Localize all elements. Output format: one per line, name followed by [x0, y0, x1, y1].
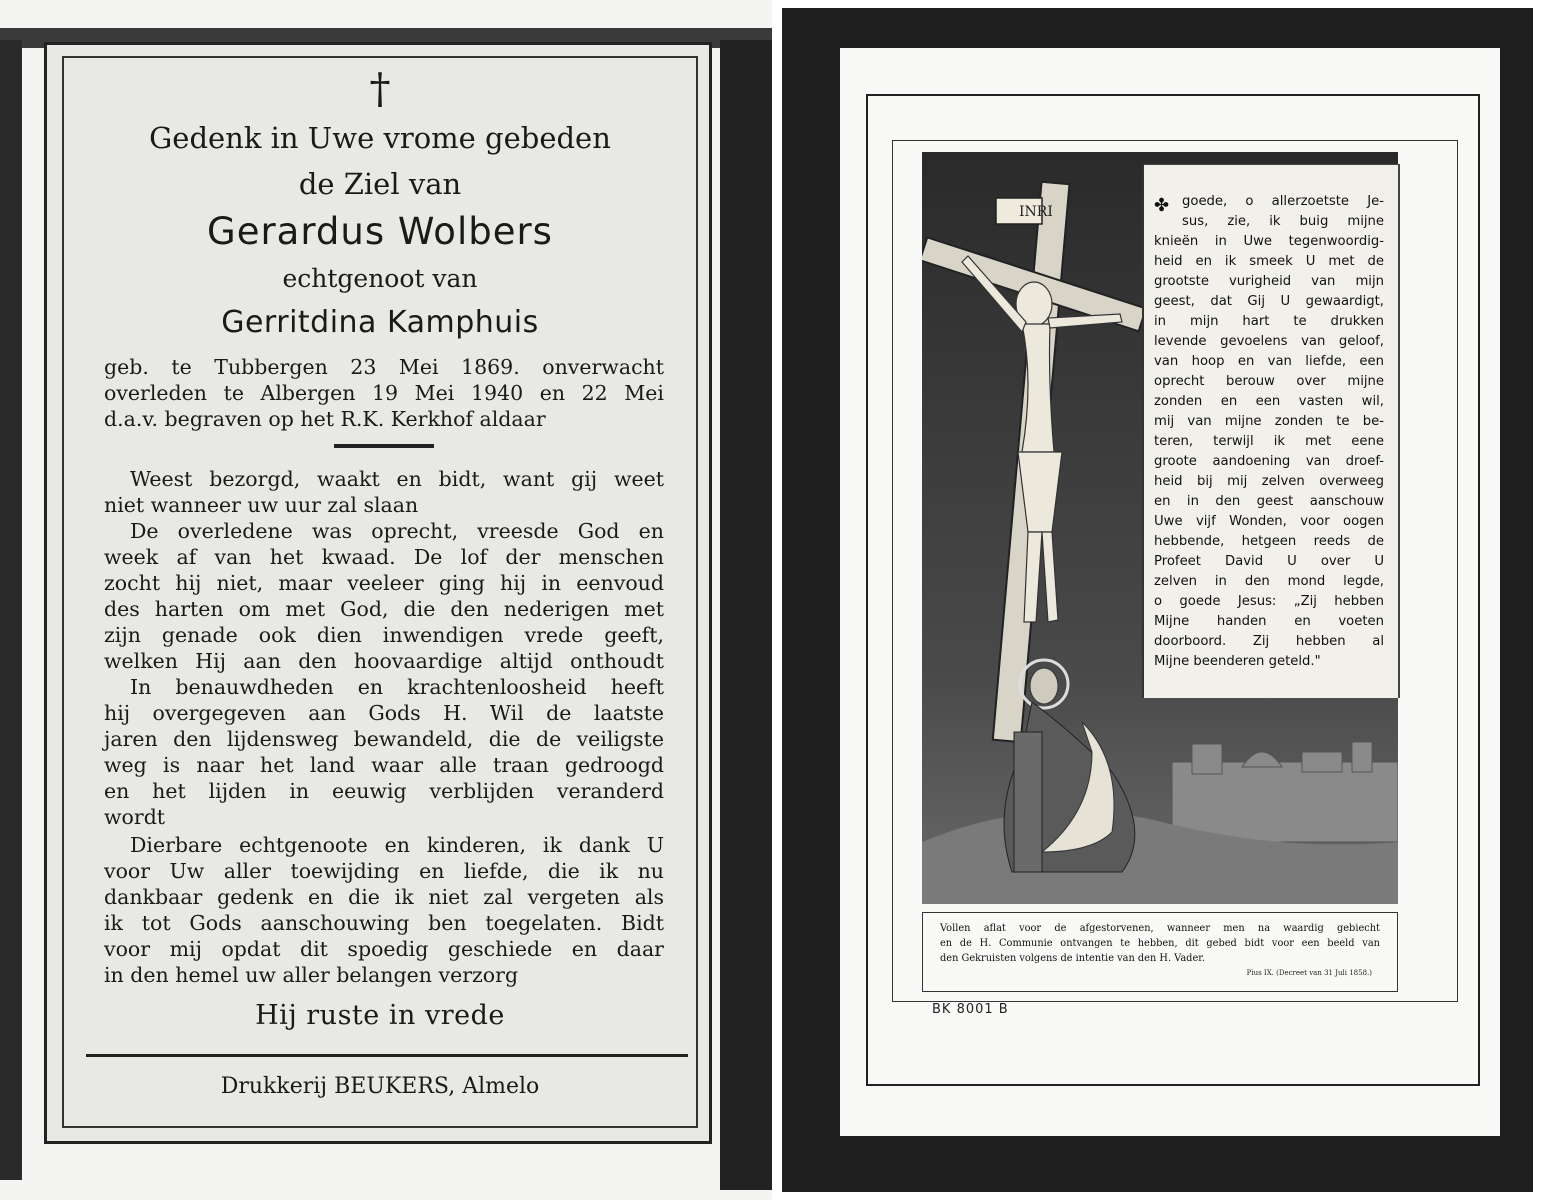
- indulgence-line: en de H. Communie ontvangen te hebben, dit gebed bidt voor een beeld van: [940, 938, 1380, 949]
- text-line: zijn genade ook dien inwendigen vrede geeft,: [104, 623, 664, 647]
- text-line: dankbaar gedenk en die ik niet zal vergeten als: [104, 885, 664, 909]
- text-line: en het lijden in eeuwig verblijden veranderd: [104, 779, 664, 803]
- prayer-line: mij van mijne zonden te be-: [1154, 414, 1384, 429]
- prayer-line: Uwe vijf Wonden, voor oogen: [1154, 514, 1384, 529]
- text-line: ik tot Gods aanschouwing ben toegelaten. Bidt: [104, 911, 664, 935]
- scan-shadow-right: [720, 40, 772, 1190]
- cross-icon: †: [369, 64, 391, 113]
- prayer-line: geest, dat Gij U gewaardigt,: [1154, 294, 1384, 309]
- prayer-line: Mijne handen en voeten: [1154, 614, 1384, 629]
- text-line: weg is naar het land waar alle traan gedroogd: [104, 753, 664, 777]
- prayer-line: doorboord. Zij hebben al: [1154, 634, 1384, 649]
- prayer-line: goede, o allerzoetste Je-: [1182, 194, 1384, 209]
- prayer-line: groote aandoening van droef-: [1154, 454, 1384, 469]
- intro-line-1: Gedenk in Uwe vrome gebeden: [149, 121, 611, 155]
- prayer-line: heid en ik smeek U met de: [1154, 254, 1384, 269]
- text-line: De overledene was oprecht, vreesde God en: [130, 519, 664, 543]
- prayer-line: zelven in den mond legde,: [1154, 574, 1384, 589]
- text-line: wordt: [104, 805, 166, 829]
- indulgence-line: Vollen aflat voor de afgestorvenen, wanneer men na waardig gebiecht: [940, 923, 1380, 934]
- text-line: week af van het kwaad. De lof der menschen: [104, 545, 664, 569]
- divider-rule: [334, 444, 434, 448]
- ornament-icon: ✤: [1154, 195, 1170, 216]
- catalog-number: BK 8001 B: [932, 1002, 1009, 1017]
- inri-plaque: INRI: [1019, 204, 1053, 220]
- scan-shadow-left: [0, 40, 22, 1180]
- text-line: hij overgegeven aan Gods H. Wil de laatste: [104, 701, 664, 725]
- text-line: In benauwdheden en krachtenloosheid heeft: [130, 675, 664, 699]
- text-line: in den hemel uw aller belangen verzorg: [104, 963, 519, 987]
- prayer-line: van hoop en van liefde, een: [1154, 354, 1384, 369]
- text-line: zocht hij niet, maar veeleer ging hij in eenvoud: [104, 571, 664, 595]
- decree-reference: Pius IX. (Decreet van 31 Juli 1858.): [1246, 969, 1372, 977]
- prayer-line: en in den geest aanschouw: [1154, 494, 1384, 509]
- dates-line: geb. te Tubbergen 23 Mei 1869. onverwacht: [104, 355, 664, 379]
- text-line: voor Uw aller toewijding en liefde, die ik nu: [104, 859, 664, 883]
- closing-line: Hij ruste in vrede: [255, 1000, 505, 1031]
- text-line: welken Hij aan den hoovaardige altijd onthoudt: [104, 649, 664, 673]
- text-line: des harten om met God, die den nederigen met: [104, 597, 664, 621]
- prayer-line: heid bij mij zelven overweeg: [1154, 474, 1384, 489]
- indulgence-line: den Gekruisten volgens de intentie van den H. Vader.: [940, 953, 1205, 964]
- prayer-line: Profeet David U over U: [1154, 554, 1384, 569]
- spouse-label: echtgenoot van: [282, 264, 478, 293]
- memorial-card-back: [772, 0, 1543, 1200]
- prayer-line: teren, terwijl ik met eene: [1154, 434, 1384, 449]
- prayer-line: in mijn hart te drukken: [1154, 314, 1384, 329]
- prayer-line: sus, zie, ik buig mijne: [1182, 214, 1384, 229]
- text-line: voor mij opdat dit spoedig geschiede en daar: [104, 937, 664, 961]
- prayer-line: hebbende, hetgeen reeds de: [1154, 534, 1384, 549]
- divider-rule: [86, 1054, 688, 1057]
- dates-line: d.a.v. begraven op het R.K. Kerkhof aldaar: [104, 407, 546, 431]
- deceased-name: Gerardus Wolbers: [207, 210, 553, 253]
- prayer-line: zonden en een vasten wil,: [1154, 394, 1384, 409]
- dates-line: overleden te Albergen 19 Mei 1940 en 22 Mei: [104, 381, 664, 405]
- prayer-line: o goede Jesus: „Zij hebben: [1154, 594, 1384, 609]
- prayer-line: grootste vurigheid van mijn: [1154, 274, 1384, 289]
- text-line: Dierbare echtgenoote en kinderen, ik dank U: [130, 833, 664, 857]
- prayer-line: oprecht berouw over mijne: [1154, 374, 1384, 389]
- spouse-name: Gerritdina Kamphuis: [221, 305, 539, 340]
- text-line: jaren den lijdensweg bewandeld, die de veiligste: [104, 727, 664, 751]
- prayer-line: Mijne beenderen geteld.": [1154, 654, 1321, 669]
- text-line: Weest bezorgd, waakt en bidt, want gij weet: [130, 467, 664, 491]
- prayer-line: knieën in Uwe tegenwoordig-: [1154, 234, 1384, 249]
- printer-credit: Drukkerij BEUKERS, Almelo: [220, 1074, 540, 1099]
- intro-line-2: de Ziel van: [298, 167, 462, 201]
- text-line: niet wanneer uw uur zal slaan: [104, 493, 419, 517]
- prayer-line: levende gevoelens van geloof,: [1154, 334, 1384, 349]
